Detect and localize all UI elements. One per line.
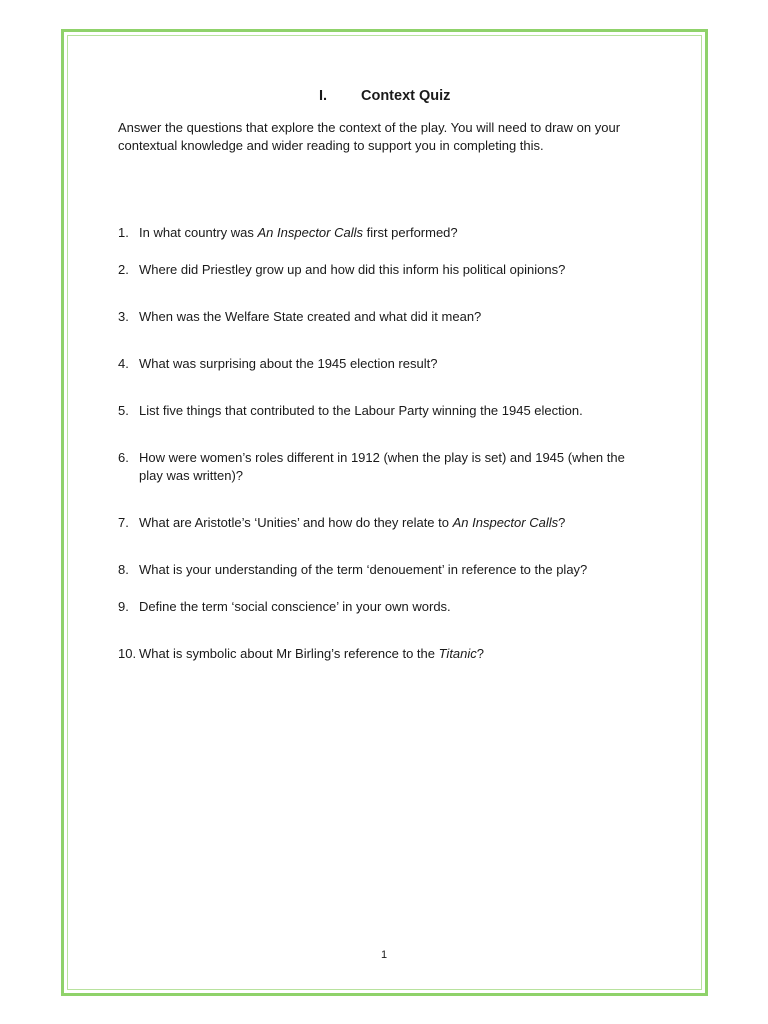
page-title: Context Quiz <box>361 88 451 104</box>
page-number: 1 <box>380 949 388 961</box>
question-item <box>118 224 638 242</box>
question-text: In what country was An Inspector Calls first performed? <box>139 225 458 240</box>
question-text: What is symbolic about Mr Birling’s reference to the Titanic? <box>139 646 485 661</box>
question-number: 6. <box>118 450 129 465</box>
question-number: 7. <box>118 515 129 530</box>
question-text: List five things that contributed to the Labour Party winning the 1945 election. <box>139 403 583 418</box>
question-item <box>118 598 638 616</box>
question-item <box>118 561 638 579</box>
question-item <box>118 449 638 485</box>
question-number: 9. <box>118 599 129 614</box>
question-item <box>118 402 638 420</box>
question-number: 10. <box>118 646 137 661</box>
page-border <box>61 29 708 996</box>
question-item <box>118 645 638 663</box>
question-number: 8. <box>118 562 129 577</box>
question-number: 3. <box>118 309 129 324</box>
intro-paragraph: Answer the questions that explore the context of the play. You will need to draw on your contextual knowledge and wider reading to support you in completing this. <box>118 120 621 153</box>
question-item <box>118 261 638 279</box>
question-text: When was the Welfare State created and what did it mean? <box>139 309 482 324</box>
question-item <box>118 308 638 326</box>
question-number: 4. <box>118 356 129 371</box>
question-text: How were women’s roles different in 1912 (when the play is set) and 1945 (when the play was written)? <box>139 450 625 483</box>
question-text: What is your understanding of the term ‘denouement’ in reference to the play? <box>139 562 588 577</box>
question-text: What was surprising about the 1945 election result? <box>139 356 438 371</box>
question-item <box>118 514 638 532</box>
question-number: 5. <box>118 403 129 418</box>
question-number: 2. <box>118 262 129 277</box>
question-text: Where did Priestley grow up and how did this inform his political opinions? <box>139 262 566 277</box>
question-text: Define the term ‘social conscience’ in your own words. <box>139 599 451 614</box>
question-number: 1. <box>118 225 129 240</box>
question-item <box>118 355 638 373</box>
question-text: What are Aristotle’s ‘Unities’ and how do they relate to An Inspector Calls? <box>139 515 566 530</box>
section-number: I. <box>319 88 328 104</box>
section-heading <box>0 88 768 110</box>
